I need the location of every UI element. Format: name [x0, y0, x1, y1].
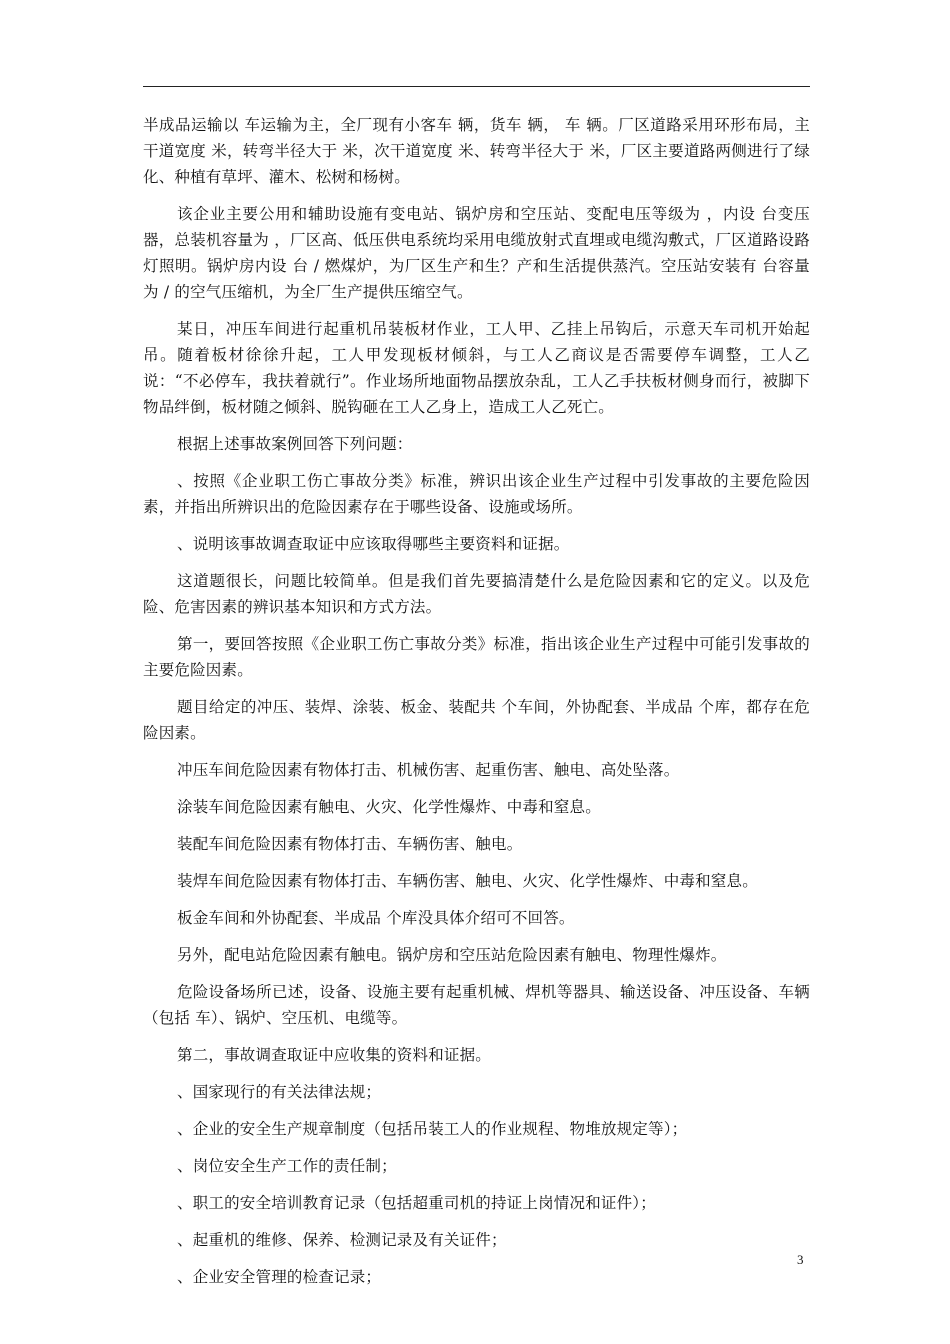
- list-item: 、企业安全管理的检查记录；: [177, 1268, 382, 1286]
- paragraph-commentary: 这道题很长，问题比较简单。但是我们首先要搞清楚什么是危险因素和它的定义。以及危险、危害因素的辨识基本知识和方式方法。: [143, 572, 810, 616]
- page-number: 3: [797, 1252, 804, 1267]
- paragraph-part-two: 第二，事故调查取证中应收集的资料和证据。: [177, 1046, 492, 1064]
- paragraph-power-boiler-hazards: 另外，配电站危险因素有触电。锅炉房和空压站危险因素有触电、物理性爆炸。: [177, 946, 727, 964]
- paragraph-equipment: 危险设备场所已述，设备、设施主要有起重机械、焊机等器具、输送设备、冲压设备、车辆（包括 车）、锅炉、空压机、电缆等。: [143, 983, 810, 1027]
- list-item: 、企业的安全生产规章制度（包括吊装工人的作业规程、物堆放规定等）；: [177, 1120, 688, 1138]
- paragraph-welding-hazards: 装焊车间危险因素有物体打击、车辆伤害、触电、火灾、化学性爆炸、中毒和窒息。: [177, 872, 758, 890]
- list-item: 、国家现行的有关法律法规；: [177, 1083, 382, 1101]
- list-item: 、职工的安全培训教育记录（包括超重司机的持证上岗情况和证件）；: [177, 1194, 656, 1212]
- header-rule: [143, 86, 810, 87]
- paragraph-question-1: 、按照《企业职工伤亡事故分类》标准，辨识出该企业生产过程中引发事故的主要危险因素，并指出所辨识出的危险因素存在于哪些设备、设施或场所。: [143, 472, 810, 516]
- paragraph-part-one: 第一，要回答按照《企业职工伤亡事故分类》标准，指出该企业生产过程中可能引发事故的主要危险因素。: [143, 635, 810, 679]
- paragraph-coating-hazards: 涂装车间危险因素有触电、火灾、化学性爆炸、中毒和窒息。: [177, 798, 601, 816]
- paragraph-transport: 半成品运输以 车运输为主，全厂现有小客车 辆，货车 辆， 车 辆。厂区道路采用环形布局，主干道宽度 米，转弯半径大于 米，次干道宽度 米、转弯半径大于 米，厂区主要道路两侧进行了绿化、种植有草坪、灌木、松树和杨树。: [143, 116, 810, 186]
- paragraph-question-2: 、说明该事故调查取证中应该取得哪些主要资料和证据。: [177, 535, 570, 553]
- paragraph-question-intro: 根据上述事故案例回答下列问题：: [177, 435, 413, 453]
- paragraph-sheetmetal-note: 板金车间和外协配套、半成品 个库没具体介绍可不回答。: [177, 909, 575, 927]
- list-item: 、岗位安全生产工作的责任制；: [177, 1157, 397, 1175]
- list-item: 、起重机的维修、保养、检测记录及有关证件；: [177, 1231, 507, 1249]
- paragraph-workshops: 题目给定的冲压、装焊、涂装、板金、装配共 个车间，外协配套、半成品 个库，都存在危险因素。: [143, 698, 810, 742]
- document-body: [143, 112, 810, 1290]
- paragraph-accident: 某日，冲压车间进行起重机吊装板材作业，工人甲、乙挂上吊钩后，示意天车司机开始起吊。随着板材徐徐升起，工人甲发现板材倾斜，与工人乙商议是否需要停车调整，工人乙说：“不必停车，我扶着就行”。作业场所地面物品摆放杂乱，工人乙手扶板材侧身而行，被脚下物品绊倒，板材随之倾斜、脱钩砸在工人乙身上，造成工人乙死亡。: [143, 320, 810, 416]
- paragraph-assembly-hazards: 装配车间危险因素有物体打击、车辆伤害、触电。: [177, 835, 523, 853]
- paragraph-facilities: 该企业主要公用和辅助设施有变电站、锅炉房和空压站、变配电压等级为 ，内设 台变压器，总装机容量为 ，厂区高、低压供电系统均采用电缆放射式直埋或电缆沟敷式，厂区道路设路灯照明。锅炉房内设 台 / 燃煤炉，为厂区生产和生？产和生活提供蒸汽。空压站安装有 台容量为 / 的空气压缩机，为全厂生产提供压缩空气。: [143, 205, 810, 301]
- paragraph-stamping-hazards: 冲压车间危险因素有物体打击、机械伤害、起重伤害、触电、高处坠落。: [177, 761, 680, 779]
